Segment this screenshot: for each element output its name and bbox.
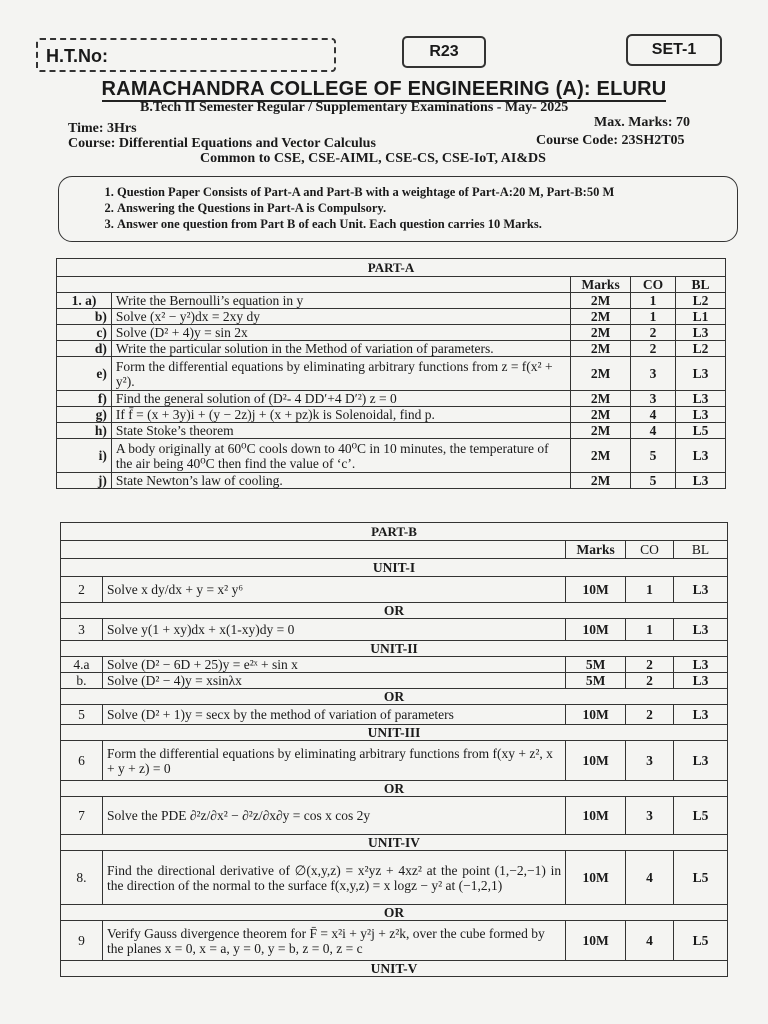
q-text: Solve (D² − 6D + 25)y = e²ˣ + sin x [102,657,565,673]
q-number: 8. [61,851,103,905]
q-co: 4 [631,407,676,423]
or-divider: OR [61,689,728,705]
table-row [61,673,728,689]
common-branches: Common to CSE, CSE-AIML, CSE-CS, CSE-IoT, AI&DS [200,151,546,166]
college-title: RAMACHANDRA COLLEGE OF ENGINEERING (A): ELURU [101,78,667,100]
q-text: Solve (D² − 4)y = xsinλx [102,673,565,689]
q-marks: 10M [566,741,626,781]
q-number: 4.a [61,657,103,673]
q-bl: L2 [676,341,726,357]
table-row [57,309,726,325]
q-bl: L3 [674,705,728,725]
q-number: e) [57,357,112,391]
q-co: 3 [631,391,676,407]
q-co: 4 [626,851,674,905]
q-bl: L3 [676,473,726,489]
course-code: Course Code: 23SH2T05 [536,133,685,148]
q-number: d) [57,341,112,357]
htno-label: H.T.No: [46,46,108,66]
part-a-table [56,258,726,489]
table-row [61,797,728,835]
table-row [61,921,728,961]
q-text: Find the general solution of (D²- 4 DD′+4 D′²) z = 0 [111,391,570,407]
q-text: Solve x dy/dx + y = x² y⁶ [102,577,565,603]
q-text: Solve the PDE ∂²z/∂x² − ∂²z/∂x∂y = cos x cos 2y [102,797,565,835]
table-row [57,391,726,407]
col-co: CO [626,541,674,559]
q-number: f) [57,391,112,407]
q-co: 1 [626,577,674,603]
q-bl: L3 [674,657,728,673]
table-row [57,439,726,473]
col-bl: BL [674,541,728,559]
set-badge [626,34,722,66]
q-co: 2 [631,325,676,341]
table-row [61,619,728,641]
regulation-text: R23 [429,43,459,60]
q-marks: 2M [571,423,631,439]
table-row [57,407,726,423]
q-text: State Newton’s law of cooling. [111,473,570,489]
q-number: 5 [61,705,103,725]
q-text: A body originally at 60⁰C cools down to 40⁰C in 10 minutes, the temperature of the air being 40⁰C then find the value of ‘c’. [111,439,570,473]
col-bl: BL [676,277,726,293]
instruction-item: 2. Answering the Questions in Part-A is Compulsory. [117,200,737,216]
q-text: Write the Bernoulli’s equation in y [111,293,570,309]
q-text: Solve (D² + 1)y = secx by the method of variation of parameters [102,705,565,725]
part-b-title: PART-B [61,523,728,541]
q-marks: 5M [566,673,626,689]
q-marks: 2M [571,473,631,489]
table-row [61,741,728,781]
q-co: 2 [626,673,674,689]
exam-title: B.Tech II Semester Regular / Supplementary Examinations - May- 2025 [140,100,569,115]
q-co: 1 [631,309,676,325]
q-bl: L3 [674,741,728,781]
q-marks: 10M [566,797,626,835]
col-co: CO [631,277,676,293]
q-bl: L5 [674,921,728,961]
unit-heading: UNIT-I [61,559,728,577]
q-text: Solve (D² + 4)y = sin 2x [111,325,570,341]
q-number: j) [57,473,112,489]
q-co: 2 [626,657,674,673]
q-marks: 2M [571,439,631,473]
q-number: 6 [61,741,103,781]
table-row [57,293,726,309]
q-number: h) [57,423,112,439]
q-text: Find the directional derivative of ∅(x,y,z) = x²yz + 4xz² at the point (1,−2,−1) in the direction of the normal to the surface f(x,y,z) = x logz − y² at (−1,2,1) [102,851,565,905]
q-bl: L3 [676,439,726,473]
or-divider: OR [61,905,728,921]
q-marks: 10M [566,851,626,905]
q-number: b) [57,309,112,325]
or-divider: OR [61,781,728,797]
part-b-table [60,522,728,977]
q-co: 1 [631,293,676,309]
q-bl: L3 [674,673,728,689]
q-number: 1. a) [57,293,112,309]
instructions-box [58,176,738,242]
table-row [57,341,726,357]
q-marks: 2M [571,309,631,325]
max-marks: Max. Marks: 70 [594,115,691,130]
q-co: 4 [626,921,674,961]
q-number: 3 [61,619,103,641]
q-marks: 5M [566,657,626,673]
q-marks: 2M [571,391,631,407]
q-co: 1 [626,619,674,641]
q-text: Write the particular solution in the Method of variation of parameters. [111,341,570,357]
or-divider: OR [61,603,728,619]
table-row [61,657,728,673]
q-marks: 10M [566,619,626,641]
q-number: b. [61,673,103,689]
q-marks: 10M [566,577,626,603]
unit-heading: UNIT-II [61,641,728,657]
q-marks: 2M [571,357,631,391]
table-row [57,473,726,489]
q-bl: L2 [676,293,726,309]
q-marks: 2M [571,407,631,423]
q-bl: L3 [676,407,726,423]
q-bl: L3 [674,619,728,641]
col-marks: Marks [571,277,631,293]
part-a-title: PART-A [57,259,726,277]
q-text: Form the differential equations by eliminating arbitrary functions from f(xy + z², x + y + z) = 0 [102,741,565,781]
table-row [61,705,728,725]
instruction-item: 1. Question Paper Consists of Part-A and Part-B with a weightage of Part-A:20 M, Part-B:50 M [117,184,737,200]
q-text: Form the differential equations by eliminating arbitrary functions from z = f(x² + y²). [111,357,570,391]
q-number: g) [57,407,112,423]
set-text: SET-1 [651,41,697,58]
col-marks: Marks [566,541,626,559]
table-row [57,357,726,391]
q-marks: 2M [571,341,631,357]
hall-ticket-box [36,38,336,72]
table-row [57,423,726,439]
q-bl: L3 [676,357,726,391]
table-row [57,325,726,341]
q-text: State Stoke’s theorem [111,423,570,439]
q-bl: L3 [676,391,726,407]
q-number: 2 [61,577,103,603]
q-co: 3 [626,741,674,781]
q-bl: L5 [674,797,728,835]
table-row [61,577,728,603]
q-co: 5 [631,439,676,473]
q-bl: L3 [676,325,726,341]
table-row [61,851,728,905]
q-bl: L1 [676,309,726,325]
q-number: c) [57,325,112,341]
regulation-badge [402,36,486,68]
unit-heading: UNIT-IV [61,835,728,851]
q-bl: L3 [674,577,728,603]
q-text: If f̄ = (x + 3y)i + (y − 2z)j + (x + pz)k is Solenoidal, find p. [111,407,570,423]
q-co: 3 [626,797,674,835]
q-number: i) [57,439,112,473]
q-marks: 10M [566,705,626,725]
q-co: 2 [626,705,674,725]
unit-heading: UNIT-III [61,725,728,741]
instructions-list [93,184,737,232]
q-co: 3 [631,357,676,391]
exam-time: Time: 3Hrs [68,121,137,136]
q-co: 4 [631,423,676,439]
unit-heading: UNIT-V [61,961,728,977]
instruction-item: 3. Answer one question from Part B of each Unit. Each question carries 10 Marks. [117,216,737,232]
q-text: Solve (x² − y²)dx = 2xy dy [111,309,570,325]
q-bl: L5 [674,851,728,905]
q-marks: 2M [571,293,631,309]
course-name: Course: Differential Equations and Vector Calculus [68,136,376,151]
q-number: 9 [61,921,103,961]
q-text: Solve y(1 + xy)dx + x(1-xy)dy = 0 [102,619,565,641]
q-marks: 10M [566,921,626,961]
q-marks: 2M [571,325,631,341]
q-number: 7 [61,797,103,835]
q-text: Verify Gauss divergence theorem for F̄ = x²i + y²j + z²k, over the cube formed by the planes x = 0, x = a, y = 0, y = b, z = 0, z = c [102,921,565,961]
q-co: 5 [631,473,676,489]
q-bl: L5 [676,423,726,439]
q-co: 2 [631,341,676,357]
